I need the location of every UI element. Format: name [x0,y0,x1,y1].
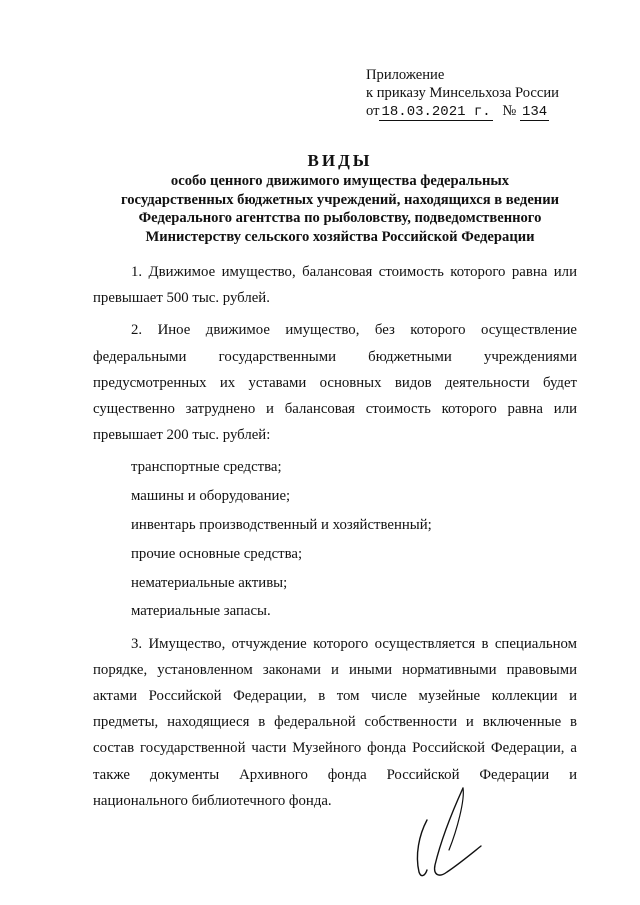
date-prefix: от [366,103,380,119]
order-reference: к приказу Минсельхоза России [366,85,559,101]
list-item: машины и оборудование; [131,488,291,505]
title-subtitle-line: особо ценного движимого имущества федеральных [170,173,510,189]
list-item: материальные запасы. [131,603,271,620]
order-date: 18.03.2021 г. [381,104,491,120]
title-main: ВИДЫ [307,151,373,170]
document-body [93,259,577,820]
document-title [70,150,610,246]
order-number: 134 [521,104,548,120]
paragraph-3: 3. Имущество, отчуждение которого осуществляется в специальном порядке, установленном законами и иными нормативными правовыми актами Российской Федерации, в том числе музейные коллекции и предметы, находящиеся в федеральной собственности и включенные в состав государственной части Музейного фонда Российской Федерации, а также документы Архивного фонда Российской Федерации и национального библиотечного фонда. [93,635,577,809]
order-date-number-line [366,102,606,121]
title-subtitle-line: государственных бюджетных учреждений, находящихся в ведении [120,191,560,208]
paragraph-2: 2. Иное движимое имущество, без которого осуществление федеральными государственными бюджетными учреждениями предусмотренных их уставами основных видов деятельности будет существенно затруднено и балансовая стоимость которого равна или превышает 200 тыс. рублей: [93,322,577,444]
list-item: прочие основные средства; [131,545,303,562]
list-item: нематериальные активы; [131,574,288,591]
paragraph-1: 1. Движимое имущество, балансовая стоимость которого равна или превышает 500 тыс. рублей. [93,264,577,307]
list-item: транспортные средства; [131,459,282,476]
asset-type-list [93,454,577,624]
list-item: инвентарь производственный и хозяйственный; [131,517,432,534]
appendix-label: Приложение [366,67,445,83]
title-subtitle-line: Федерального агентства по рыболовству, подведомственного [138,210,542,227]
number-prefix: № [502,103,517,119]
title-subtitle-line: Министерству сельского хозяйства Российской Федерации [145,228,535,245]
signature-mark [405,780,495,880]
appendix-header [366,66,606,121]
